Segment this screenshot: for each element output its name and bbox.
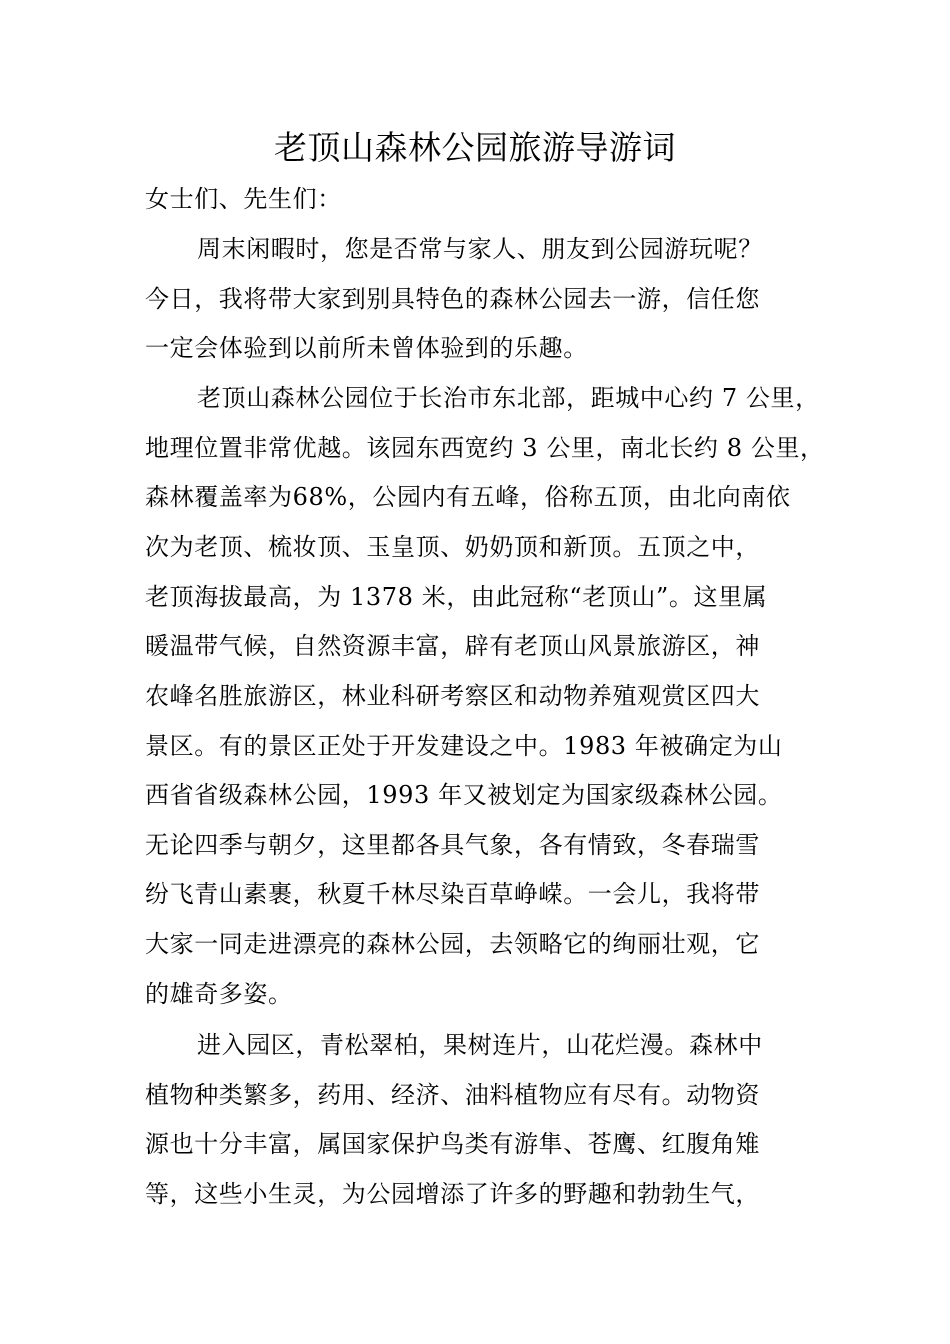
paragraph-2-line-2: 地理位置非常优越。该园东西宽约 3 公里，南北长约 8 公里， — [145, 434, 825, 462]
paragraph-3-line-2: 植物种类繁多，药用、经济、油料植物应有尽有。动物资 — [145, 1081, 760, 1109]
paragraph-1-line-1: 周末闲暇时，您是否常与家人、朋友到公园游玩呢？ — [197, 235, 763, 263]
paragraph-3-line-4: 等，这些小生灵，为公园增添了许多的野趣和勃勃生气， — [145, 1180, 760, 1208]
paragraph-2-line-1: 老顶山森林公园位于长治市东北部，距城中心约 7 公里， — [197, 384, 820, 412]
paragraph-3-line-1: 进入园区，青松翠柏，果树连片，山花烂漫。森林中 — [197, 1031, 763, 1059]
paragraph-3-line-3: 源也十分丰富，属国家保护鸟类有游隼、苍鹰、红腹角雉 — [145, 1130, 760, 1158]
paragraph-2-line-12: 大家一同走进漂亮的森林公园，去领略它的绚丽壮观，它 — [145, 930, 760, 958]
paragraph-2-line-6: 暖温带气候，自然资源丰富，辟有老顶山风景旅游区，神 — [145, 632, 760, 660]
paragraph-2-line-13: 的雄奇多姿。 — [145, 980, 293, 1008]
paragraph-2-line-11: 纷飞青山素裹，秋夏千林尽染百草峥嵘。一会儿，我将带 — [145, 880, 760, 908]
salutation-line: 女士们、先生们： — [145, 185, 342, 213]
paragraph-1-line-2: 今日，我将带大家到别具特色的森林公园去一游，信任您 — [145, 285, 760, 313]
paragraph-2-line-7: 农峰名胜旅游区，林业科研考察区和动物养殖观赏区四大 — [145, 682, 760, 710]
paragraph-2-line-4: 次为老顶、梳妆顶、玉皇顶、奶奶顶和新顶。五顶之中， — [145, 533, 760, 561]
paragraph-2-line-9: 西省省级森林公园，1993 年又被划定为国家级森林公园。 — [145, 781, 783, 809]
paragraph-1-line-3: 一定会体验到以前所未曾体验到的乐趣。 — [145, 334, 588, 362]
paragraph-2-line-10: 无论四季与朝夕，这里都各具气象，各有情致，冬春瑞雪 — [145, 831, 760, 859]
paragraph-2-line-3: 森林覆盖率为68%，公园内有五峰，俗称五顶，由北向南依 — [145, 483, 791, 511]
paragraph-2-line-5: 老顶海拔最高，为 1378 米，由此冠称“老顶山”。这里属 — [145, 583, 768, 611]
paragraph-2-line-8: 景区。有的景区正处于开发建设之中。1983 年被确定为山 — [145, 732, 783, 760]
document-title: 老顶山森林公园旅游导游词 — [274, 128, 676, 167]
